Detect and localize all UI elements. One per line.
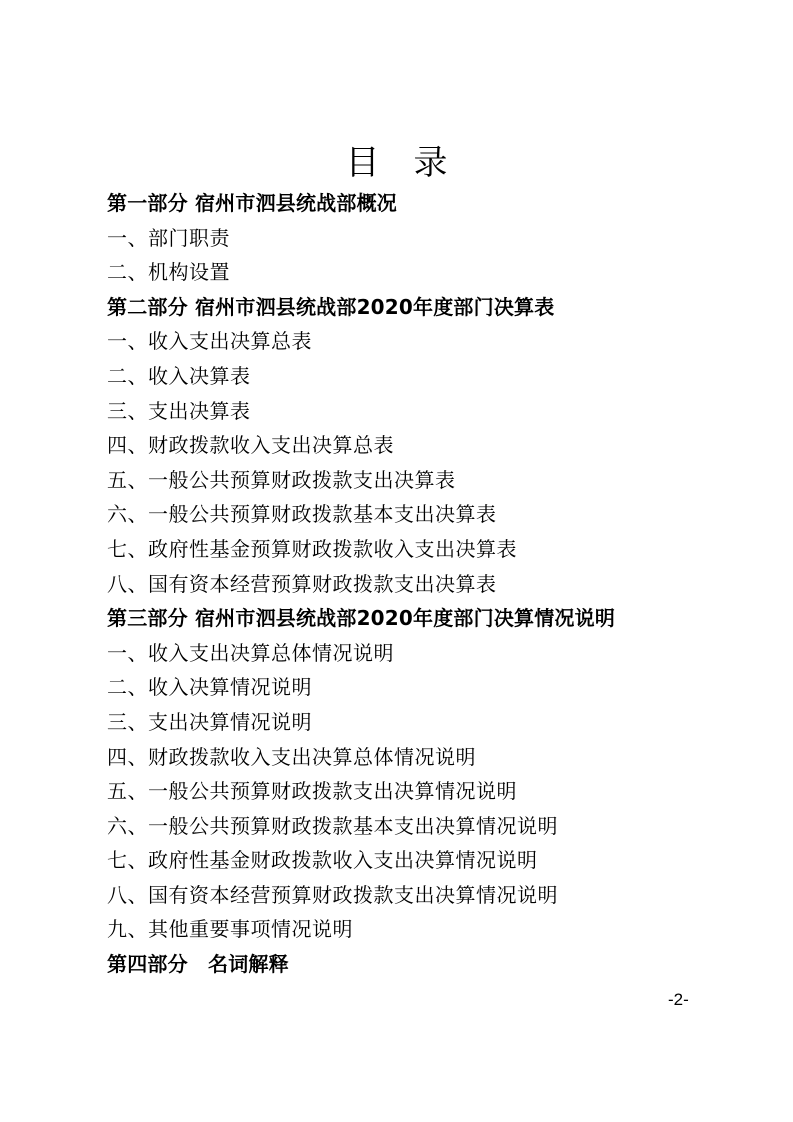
toc-item: 八、国有资本经营预算财政拨款支出决算情况说明 — [107, 882, 558, 907]
toc-part-heading: 第二部分 宿州市泗县统战部2020年度部门决算表 — [107, 294, 555, 319]
page-title: 目 录 — [345, 143, 448, 183]
toc-item: 七、政府性基金预算财政拨款收入支出决算表 — [107, 536, 517, 561]
toc-part-heading: 第四部分 名词解释 — [107, 952, 289, 977]
toc-item: 一、收入支出决算总表 — [107, 329, 312, 354]
toc-item: 六、一般公共预算财政拨款基本支出决算表 — [107, 502, 497, 527]
toc-item: 三、支出决算情况说明 — [107, 709, 312, 734]
page-number: -2- — [668, 990, 689, 1009]
toc-item: 二、收入决算表 — [107, 363, 251, 388]
toc-item: 七、政府性基金财政拨款收入支出决算情况说明 — [107, 848, 538, 873]
toc-item: 三、支出决算表 — [107, 398, 251, 423]
toc-item: 四、财政拨款收入支出决算总表 — [107, 433, 394, 458]
toc-item: 四、财政拨款收入支出决算总体情况说明 — [107, 744, 476, 769]
toc-item: 一、部门职责 — [107, 225, 230, 250]
toc-item: 五、一般公共预算财政拨款支出决算情况说明 — [107, 779, 517, 804]
toc-part-heading: 第三部分 宿州市泗县统战部2020年度部门决算情况说明 — [107, 606, 616, 631]
toc-item: 一、收入支出决算总体情况说明 — [107, 640, 394, 665]
toc-item: 二、收入决算情况说明 — [107, 675, 312, 700]
toc-item: 八、国有资本经营预算财政拨款支出决算表 — [107, 571, 497, 596]
toc-item: 二、机构设置 — [107, 260, 230, 285]
toc-item: 九、其他重要事项情况说明 — [107, 917, 353, 942]
toc-item: 五、一般公共预算财政拨款支出决算表 — [107, 467, 456, 492]
table-of-contents — [107, 186, 767, 982]
toc-item: 六、一般公共预算财政拨款基本支出决算情况说明 — [107, 813, 558, 838]
toc-part-heading: 第一部分 宿州市泗县统战部概况 — [107, 191, 397, 215]
